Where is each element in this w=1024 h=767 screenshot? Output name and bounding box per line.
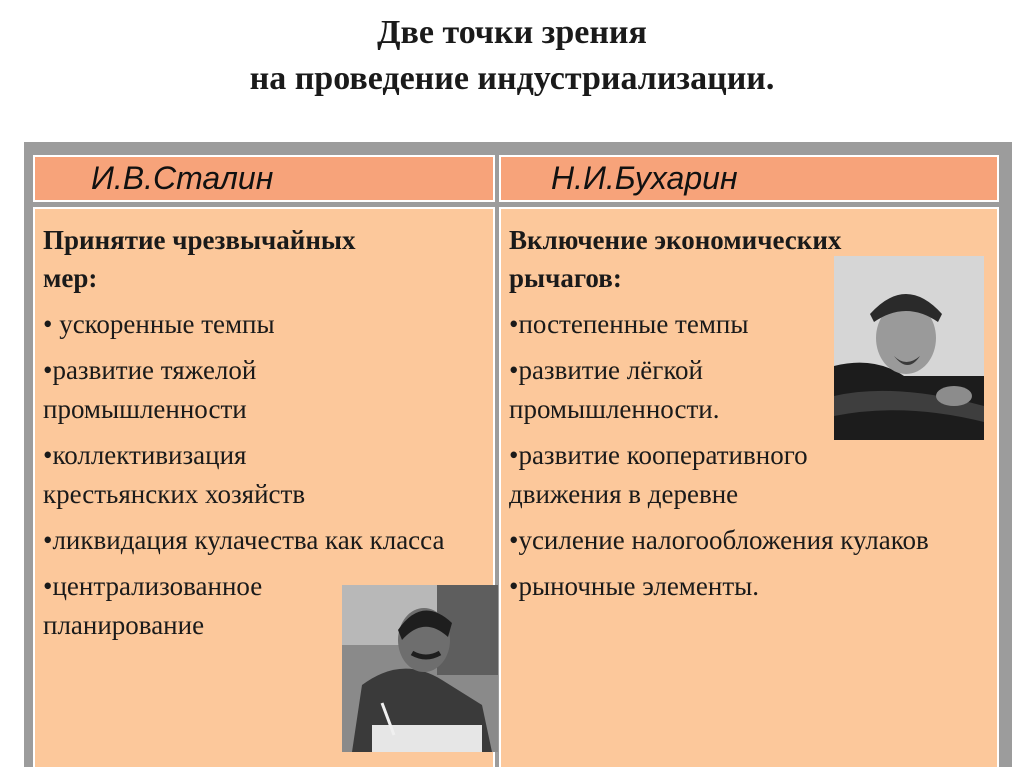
stalin-point: •ликвидация кулачества как класса — [43, 525, 445, 555]
stalin-point: • ускоренные темпы — [43, 309, 275, 339]
page-title — [0, 10, 1024, 102]
bukharin-header-label: Н.И.Бухарин — [551, 160, 738, 196]
bukharin-point: •рыночные элементы. — [509, 571, 760, 601]
bukharin-lead-line-1: Включение экономических — [509, 225, 842, 255]
stalin-photo — [342, 585, 498, 752]
bukharin-header — [499, 155, 999, 202]
stalin-lead-line-2: мер: — [43, 263, 98, 293]
bukharin-point: •развитие лёгкой промышленности. — [509, 355, 720, 424]
bukharin-photo — [834, 256, 984, 440]
bukharin-point: •развитие кооперативного движения в деревне — [509, 440, 808, 509]
stalin-point: •коллективизация крестьянских хозяйств — [43, 440, 306, 509]
stalin-point: •развитие тяжелой промышленности — [43, 355, 257, 424]
title-line-1: Две точки зрения — [377, 14, 647, 51]
bukharin-lead-line-2: рычагов: — [509, 263, 622, 293]
bukharin-point: •постепенные темпы — [509, 309, 749, 339]
stalin-point: •централизованное планирование — [43, 571, 263, 640]
stalin-lead-line-1: Принятие чрезвычайных — [43, 225, 356, 255]
bukharin-point: •усиление налогообложения кулаков — [509, 525, 929, 555]
stalin-header-label: И.В.Сталин — [91, 160, 274, 196]
stalin-lead — [43, 221, 485, 297]
title-line-2: на проведение индустриализации. — [249, 60, 775, 97]
stalin-header — [33, 155, 495, 202]
